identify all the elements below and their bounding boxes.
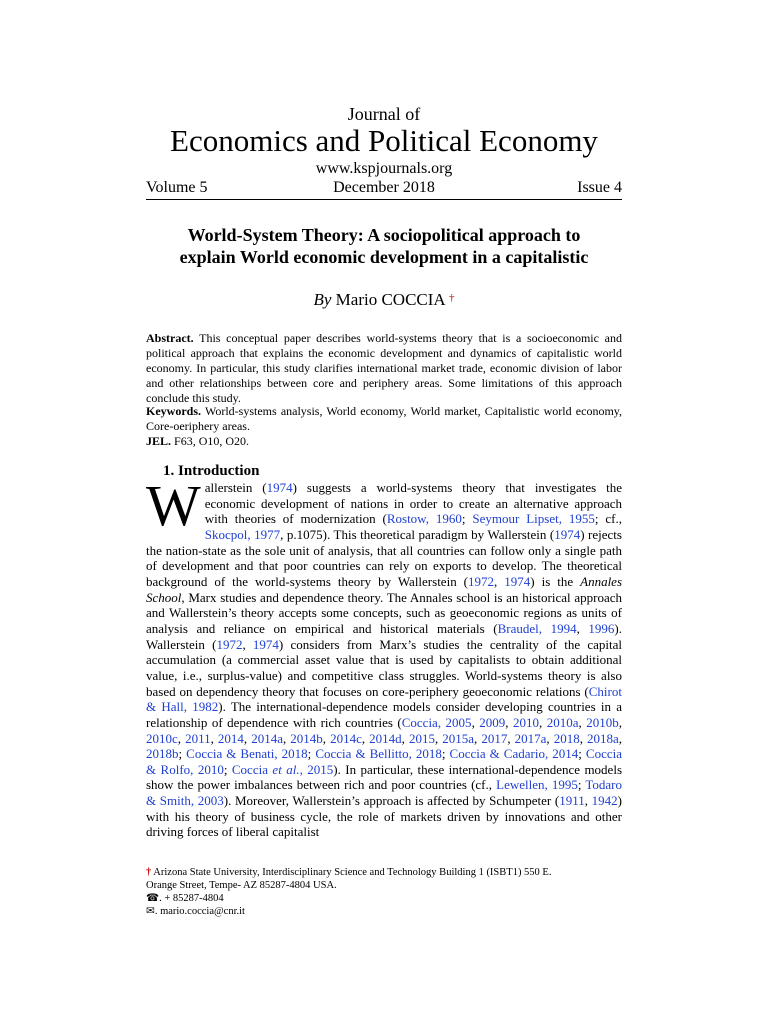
footnote-phone [146, 892, 622, 905]
citation-link[interactable]: Todaro & Smith, 2003 [146, 777, 622, 809]
body-text: ) suggests a world-systems theory that investigates the economic development of nations in order to create an alternative approach with theories of modernization ( [204, 480, 622, 527]
separator: , [434, 730, 443, 746]
separator: ; [577, 777, 586, 793]
citation-part[interactable]: , 2015 [299, 761, 334, 777]
section-heading-introduction: 1. Introduction [163, 463, 260, 479]
jel-text: F63, O10, O20. [171, 434, 250, 448]
body-text: , [494, 573, 505, 589]
citation-link[interactable]: 2010c [146, 730, 178, 746]
citation-link[interactable]: 2018 [553, 730, 580, 746]
citation-link[interactable]: Seymour Lipset, 1955 [472, 511, 595, 527]
body-text: ) considers from Marx’s studies the centrality of the capital accumulation (a commercial asset value that is used by capitalists to obtain additional value, i.e., surplus-value) and competitive class struggles. World-systems theory is also based on dependency theory that focuses on core-periphery geoeconomic relations ( [146, 636, 622, 699]
citation-link[interactable]: 1974 [266, 480, 293, 495]
citation-link[interactable]: 2009 [479, 714, 506, 730]
separator: , [322, 730, 331, 746]
abstract [146, 331, 622, 406]
separator: , [546, 730, 554, 746]
citation-link[interactable]: 2017 [481, 730, 508, 746]
footnote-text: Arizona State University, Interdisciplinary Science and Technology Building 1 (ISBT1) 550 E. [151, 867, 552, 878]
citation-link[interactable]: 2018b [146, 746, 179, 762]
footnote-address-line-1 [146, 866, 622, 879]
byline [0, 289, 768, 311]
issue-number: Issue 4 [577, 179, 622, 196]
citation-link[interactable]: Braudel, 1994 [497, 620, 577, 636]
title-line-2: explain World economic development in a capitalistic [179, 247, 589, 267]
citation-link[interactable]: 2010b [586, 714, 619, 730]
separator: , [618, 714, 623, 730]
citation-link[interactable]: 2014c [330, 730, 362, 746]
citation-link[interactable]: 2014b [290, 730, 323, 746]
citation-link[interactable]: 2015 [408, 730, 435, 746]
separator: , [282, 730, 291, 746]
body-text: ). The international-dependence models consider developing countries in a relationship of dependence with rich countries ( [146, 699, 622, 730]
citation-link[interactable]: 2010 [513, 714, 540, 730]
separator: , [507, 730, 515, 746]
citation-link[interactable]: 2017a [514, 730, 547, 746]
by-word: By [313, 290, 332, 309]
telephone-icon: ☎ [146, 893, 160, 904]
separator: , [243, 730, 252, 746]
body-text: ). In particular, these international-dependence models show the power imbalances between rich and poor countries (cf., [146, 761, 623, 793]
keywords-text: World-systems analysis, World economy, World market, Capitalistic world economy, Core-oeriphery areas. [146, 404, 622, 434]
title-line-1: World-System Theory: A sociopolitical approach to [187, 225, 581, 245]
separator: , [361, 730, 370, 746]
citation-link[interactable]: 2014d [369, 730, 402, 746]
separator: , [505, 714, 514, 730]
body-text: , [576, 620, 589, 636]
separator: , [584, 793, 592, 809]
citation-part[interactable]: Coccia [231, 761, 273, 777]
citation-link[interactable]: 2014 [217, 730, 244, 746]
author-name: Mario COCCIA [331, 290, 445, 309]
separator: ; [578, 746, 586, 762]
citation-link[interactable]: Coccia & Benati, 2018 [186, 746, 308, 762]
separator: , [401, 730, 409, 746]
body-text: , Marx studies and dependence theory. The Annales school is an historical approach and Wallerstein’s theory accepts some concepts, such as geoeconomic regions as units of analysis and reliance on empirical and historical materials ( [146, 589, 622, 636]
body-text: ). Wallerstein ( [146, 620, 622, 652]
body-text: ; [461, 511, 473, 527]
paper-title [0, 224, 768, 268]
footnote-email [146, 905, 622, 918]
citation-link[interactable]: 1942 [591, 793, 618, 809]
citation-link[interactable]: Chirot & Hall, 1982 [146, 683, 622, 715]
volume: Volume 5 [146, 179, 208, 196]
body-text: ) rejects the nation-state as the sole unit of analysis, that all countries can follow only a single path of development and that poor countries can rely on exports to develop. The theoretical background of the world-systems theory by Wallerstein ( [146, 526, 622, 589]
journal-website[interactable]: www.kspjournals.org [315, 160, 453, 177]
separator: ; [441, 746, 450, 762]
email-address[interactable]: . mario.coccia@cnr.it [154, 906, 245, 917]
citation-link[interactable]: 1974 [252, 636, 279, 652]
citation-link[interactable]: 1996 [588, 620, 615, 636]
body-text: , [242, 636, 253, 652]
separator: , [579, 730, 587, 746]
citation-link[interactable]: Skocpol, 1977 [204, 526, 281, 542]
citation-link[interactable]: Coccia & Bellitto, 2018 [315, 746, 442, 762]
separator: , [177, 730, 186, 746]
introduction-body [146, 473, 623, 840]
separator: ; [178, 746, 187, 762]
phone-number: . + 85287-4804 [159, 893, 224, 904]
citation-link[interactable]: Lewellen, 1995 [496, 777, 578, 793]
citation-link[interactable]: 1974 [504, 573, 531, 589]
body-text-italic: Annales School [146, 573, 623, 605]
issue-date: December 2018 [333, 179, 435, 196]
citation-link[interactable]: Rostow, 1960 [386, 511, 462, 527]
body-text: , p.1075). This theoretical paradigm by Wallerstein ( [280, 526, 555, 542]
separator: , [618, 730, 623, 746]
separator: ; [223, 761, 232, 777]
body-text: ; cf., [594, 511, 622, 527]
abstract-text: This conceptual paper describes world-systems theory that is a socioeconomic and political approach that explains the economic development and dynamics of capitalistic world economy. In particular, this study clarifies international market trade, economic division of labor and other relationships between core and periphery areas. Some limitations of this approach conclude this study. [146, 331, 622, 406]
citation-link[interactable]: 2018a [587, 730, 619, 746]
body-text: allerstein ( [204, 480, 267, 495]
journal-name: Economics and Political Economy [170, 123, 598, 158]
citation-link[interactable]: 1911 [559, 793, 585, 809]
abstract-label: Abstract. [146, 331, 194, 345]
body-text: ) is the [530, 573, 581, 589]
citation-link[interactable]: 1972 [468, 573, 495, 589]
citation-link[interactable]: 2014a [251, 730, 283, 746]
separator: ; [307, 746, 316, 762]
citation-link[interactable]: 2015a [442, 730, 475, 746]
citation-link[interactable] [232, 762, 333, 777]
envelope-icon: ✉ [146, 906, 155, 917]
separator: , [210, 730, 218, 746]
separator: , [474, 730, 482, 746]
footnote-mark: † [146, 867, 152, 878]
citation-part[interactable]: et al. [272, 761, 300, 777]
separator: , [539, 714, 547, 730]
separator: , [578, 714, 587, 730]
journal-of: Journal of [347, 104, 421, 124]
citation-link[interactable]: 1972 [216, 636, 243, 652]
body-text: ) with his theory of business cycle, the role of markets driven by innovations and other driving forces of liberal capitalist [146, 793, 622, 840]
separator: , [471, 714, 480, 730]
jel-label: JEL. [146, 434, 172, 448]
author-footnote-mark[interactable]: † [449, 292, 455, 304]
jel-codes [146, 434, 622, 449]
citation-link[interactable]: 2010a [546, 714, 579, 730]
citation-link[interactable]: Coccia & Cadario, 2014 [449, 746, 579, 762]
citation-link[interactable]: 2011 [185, 730, 211, 746]
keywords [146, 404, 622, 434]
citation-link[interactable]: Coccia & Rolfo, 2010 [146, 746, 622, 777]
citation-link[interactable]: Coccia, 2005 [401, 714, 472, 730]
citation-link[interactable]: 1974 [554, 526, 581, 542]
drop-cap: W [146, 473, 201, 538]
author-footnote [146, 866, 622, 918]
keywords-label: Keywords. [146, 404, 201, 418]
issue-bar [146, 177, 622, 200]
body-text: ). Moreover, Wallerstein’s approach is affected by Schumpeter ( [223, 793, 560, 809]
footnote-address-line-2: Orange Street, Tempe- AZ 85287-4804 USA. [146, 880, 337, 891]
